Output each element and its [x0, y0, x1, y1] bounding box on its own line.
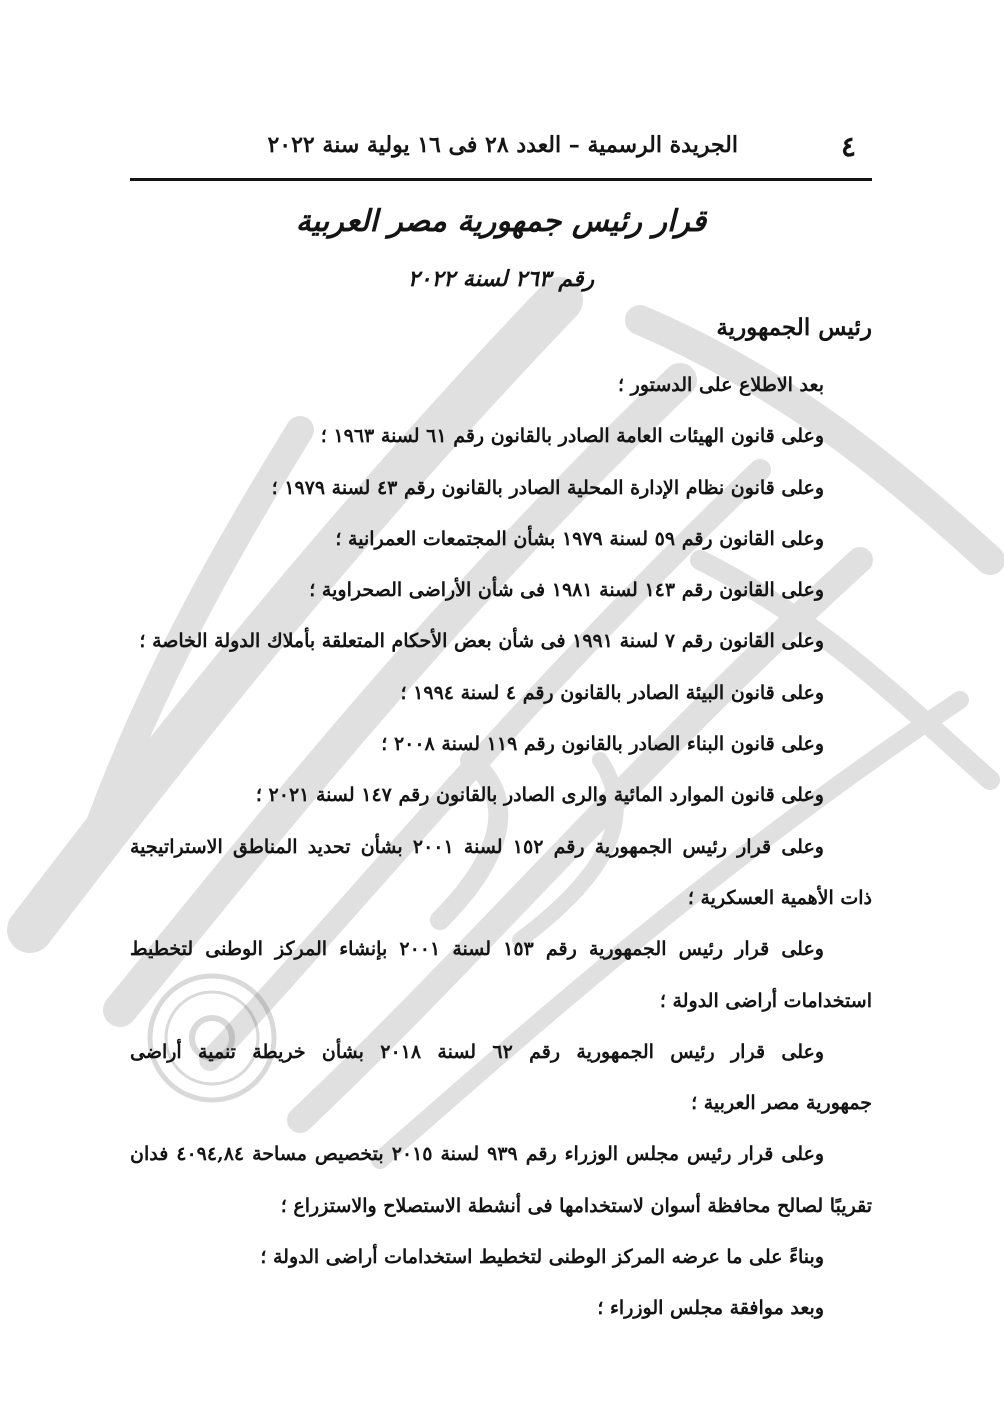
preamble-line-continuation: استخدامات أراضى الدولة ؛	[659, 989, 872, 1012]
preamble-line: وعلى قانون نظام الإدارة المحلية الصادر بالقانون رقم ٤٣ لسنة ١٩٧٩ ؛	[271, 476, 824, 499]
decree-preamble	[130, 360, 872, 1335]
preamble-line: وعلى القانون رقم ١٤٣ لسنة ١٩٨١ فى شأن الأراضى الصحراوية ؛	[309, 579, 824, 602]
preamble-line-continuation: تقريبًا لصالح محافظة أسوان لاستخدامها فى أنشطة الاستصلاح والاستزراع ؛	[280, 1194, 872, 1217]
preamble-line: وبناءً على ما عرضه المركز الوطنى لتخطيط استخدامات أراضى الدولة ؛	[260, 1246, 824, 1269]
page-number: ٤	[840, 130, 856, 163]
preamble-line: وعلى قرار رئيس الجمهورية رقم ٦٢ لسنة ٢٠١٨ بشأن خريطة تنمية أراضى	[130, 1040, 824, 1063]
preamble-line: وعلى القانون رقم ٥٩ لسنة ١٩٧٩ بشأن المجتمعات العمرانية ؛	[335, 527, 824, 550]
preamble-line-continuation: جمهورية مصر العربية ؛	[691, 1092, 872, 1115]
decree-issuer: رئيس الجمهورية	[716, 314, 872, 341]
preamble-line: وعلى قرار رئيس الجمهورية رقم ١٥٣ لسنة ٢٠٠١ بإنشاء المركز الوطنى لتخطيط	[130, 938, 824, 961]
gazette-issue-line: الجريدة الرسمية – العدد ٢٨ فى ١٦ يولية سنة ٢٠٢٢	[267, 132, 738, 158]
preamble-line-continuation: ذات الأهمية العسكرية ؛	[687, 886, 872, 909]
header-rule	[130, 178, 872, 181]
page-header	[130, 126, 872, 170]
preamble-line: وعلى القانون رقم ٧ لسنة ١٩٩١ فى شأن بعض الأحكام المتعلقة بأملاك الدولة الخاصة ؛	[139, 630, 824, 653]
decree-title: قرار رئيس جمهورية مصر العربية	[295, 204, 707, 239]
preamble-line: وعلى قرار رئيس الجمهورية رقم ١٥٢ لسنة ٢٠٠١ بشأن تحديد المناطق الاستراتيجية	[130, 835, 824, 858]
preamble-line: وبعد موافقة مجلس الوزراء ؛	[597, 1297, 824, 1320]
preamble-line: وعلى قانون الهيئات العامة الصادر بالقانون رقم ٦١ لسنة ١٩٦٣ ؛	[320, 425, 824, 448]
preamble-line: بعد الاطلاع على الدستور ؛	[618, 374, 824, 396]
decree-number: رقم ٢٦٣ لسنة ٢٠٢٢	[407, 266, 595, 292]
preamble-line: وعلى قانون الموارد المائية والرى الصادر بالقانون رقم ١٤٧ لسنة ٢٠٢١ ؛	[255, 784, 824, 807]
preamble-line: وعلى قانون البناء الصادر بالقانون رقم ١١٩ لسنة ٢٠٠٨ ؛	[381, 733, 824, 756]
preamble-line: وعلى قرار رئيس مجلس الوزراء رقم ٩٣٩ لسنة ٢٠١٥ بتخصيص مساحة ٤٠٩٤,٨٤ فدان	[130, 1143, 825, 1166]
preamble-line: وعلى قانون البيئة الصادر بالقانون رقم ٤ لسنة ١٩٩٤ ؛	[400, 681, 824, 704]
